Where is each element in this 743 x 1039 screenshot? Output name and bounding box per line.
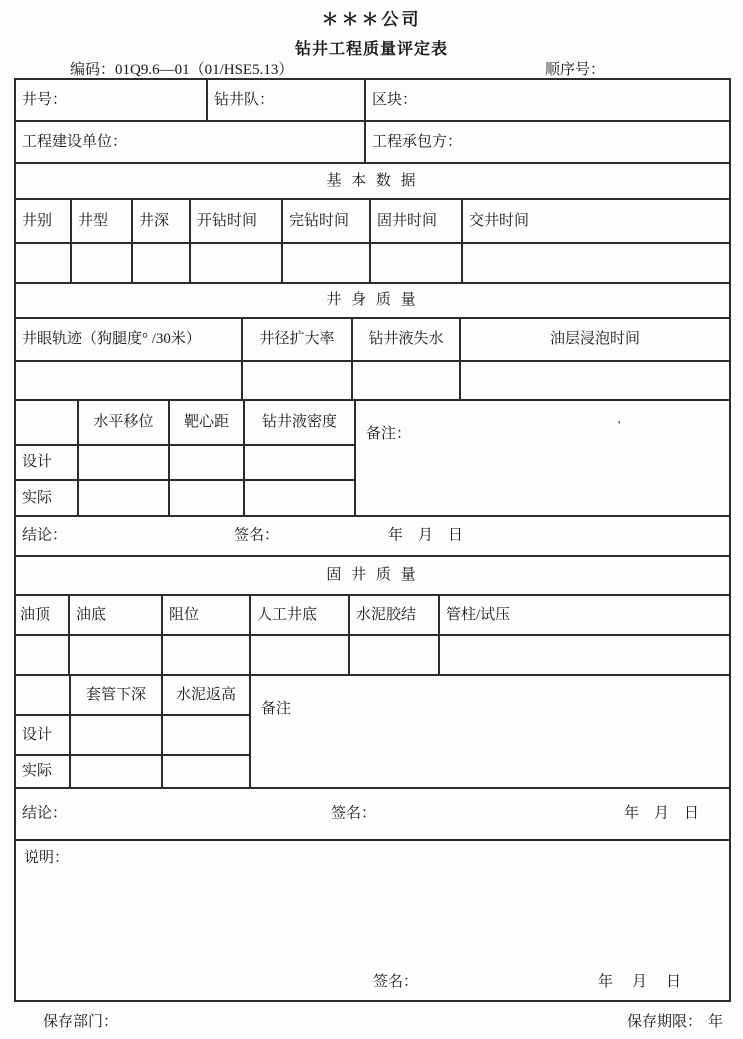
table-row (16, 444, 354, 479)
blank-cell (16, 362, 241, 399)
column-well-category: 井别 (22, 212, 53, 229)
actual-row-label: 实际 (22, 763, 53, 779)
retention-period-unit: 年 (708, 1014, 724, 1030)
blank-cell (369, 244, 461, 282)
table-row (16, 162, 729, 198)
column-plug-position: 阻位 (161, 596, 249, 634)
section-basic-data: 基 本 数 据 (326, 172, 419, 189)
blank-cell (68, 636, 161, 674)
table-row (16, 399, 729, 515)
column-diameter-enlargement: 井径扩大率 (241, 319, 351, 360)
column-fluid-loss: 钻井液失水 (351, 319, 459, 360)
assessment-table (14, 78, 731, 1002)
column-pipe-pressure-test: 管柱/试压 (438, 596, 729, 634)
blank-cell (459, 362, 729, 399)
table-row (16, 479, 354, 515)
table-row (16, 120, 729, 162)
company-title: ＊＊＊公司 (321, 10, 422, 29)
blank-cell (69, 716, 161, 754)
column-oil-bottom: 油底 (68, 596, 161, 634)
table-row (16, 242, 729, 282)
column-fluid-density: 钻井液密度 (243, 401, 354, 444)
column-horizontal-displacement: 水平移位 (77, 401, 168, 444)
serial-number-label: 顺序号： (545, 62, 606, 78)
table-row (16, 401, 354, 444)
drilling-team-cell: 钻井队： (206, 80, 364, 120)
column-cement-bond: 水泥胶结 (348, 596, 438, 634)
table-row (16, 714, 249, 754)
blank-cell (161, 716, 249, 754)
table-row (16, 676, 249, 714)
blank-cell (243, 446, 354, 479)
table-row (16, 555, 729, 594)
column-soaking-time: 油层浸泡时间 (459, 319, 729, 360)
wellbore-remark-cell (354, 401, 729, 515)
column-oil-top: 油顶 (20, 606, 51, 623)
column-well-depth: 井深 (131, 200, 189, 242)
signature-label: 签名： (234, 527, 280, 544)
design-row-label: 设计 (22, 454, 53, 470)
blank-cell (161, 636, 249, 674)
table-row (16, 754, 249, 787)
column-completion-time: 完钻时间 (281, 200, 369, 242)
blank-cell (281, 244, 369, 282)
form-code: 编码：01Q9.6—01（01/HSE5.13） (70, 62, 294, 78)
blank-cell (77, 446, 168, 479)
signature-label: 签名： (331, 805, 377, 822)
blank-cell (348, 636, 438, 674)
blank-cell (438, 636, 729, 674)
blank-cell (168, 446, 243, 479)
well-number-cell: 井号： (22, 91, 68, 108)
table-row (16, 282, 729, 317)
notes-label: 说明： (24, 850, 70, 866)
column-target-distance: 靶心距 (168, 401, 243, 444)
table-row (16, 80, 729, 120)
wellbore-subtable (16, 401, 354, 515)
column-trajectory: 井眼轨迹（狗腿度° /30米） (22, 331, 201, 347)
blank-cell (69, 756, 161, 787)
blank-cell (131, 244, 189, 282)
column-handover-time: 交井时间 (461, 200, 729, 242)
date-label: 年 月 日 (388, 527, 464, 544)
blank-cell (16, 676, 69, 714)
blank-cell (241, 362, 351, 399)
table-row (16, 317, 729, 360)
blank-cell (16, 244, 70, 282)
actual-row-label: 实际 (22, 489, 53, 506)
form-title: 钻井工程质量评定表 (294, 41, 448, 58)
notes-cell (16, 841, 729, 1000)
blank-cell (70, 244, 131, 282)
column-cementing-time: 固井时间 (369, 200, 461, 242)
retention-period-label: 保存期限： (627, 1014, 703, 1030)
table-row (16, 198, 729, 242)
column-casing-depth: 套管下深 (69, 676, 161, 714)
table-row (16, 594, 729, 634)
conclusion-label: 结论： (22, 527, 68, 544)
column-spud-time: 开钻时间 (189, 200, 281, 242)
blank-cell (16, 401, 77, 444)
column-artificial-bottom: 人工井底 (249, 596, 348, 634)
blank-cell (243, 481, 354, 515)
table-row (16, 634, 729, 674)
retention-department-label: 保存部门： (43, 1014, 119, 1030)
column-well-type: 井型 (70, 200, 131, 242)
blank-cell (189, 244, 281, 282)
table-row (16, 674, 729, 787)
blank-cell (16, 636, 68, 674)
blank-cell (168, 481, 243, 515)
table-row (16, 839, 729, 1000)
conclusion-label: 结论： (22, 805, 68, 822)
cementing-conclusion-row (16, 789, 729, 839)
remark-label: 备注： (366, 426, 412, 442)
wellbore-conclusion-row (16, 517, 729, 555)
date-label: 年 月 日 (624, 805, 700, 822)
blank-cell (249, 636, 348, 674)
cementing-subtable (16, 676, 249, 787)
date-label: 年 月 日 (598, 974, 684, 990)
block-cell: 区块： (364, 80, 729, 120)
remark-label: 备注 (261, 701, 292, 717)
signature-label: 签名： (373, 974, 419, 990)
table-row (16, 360, 729, 399)
section-cementing-quality: 固 井 质 量 (326, 567, 419, 583)
cementing-remark-cell (249, 676, 729, 787)
table-row (16, 787, 729, 839)
blank-cell (77, 481, 168, 515)
construction-unit-cell: 工程建设单位： (22, 133, 128, 150)
blank-cell (161, 756, 249, 787)
design-row-label: 设计 (22, 726, 53, 743)
blank-cell (351, 362, 459, 399)
blank-cell (461, 244, 729, 282)
stray-mark: ' (618, 419, 621, 434)
section-wellbore-quality: 井 身 质 量 (326, 292, 419, 308)
contractor-cell: 工程承包方： (364, 122, 729, 162)
table-row (16, 515, 729, 555)
column-cement-return-height: 水泥返高 (161, 676, 249, 714)
